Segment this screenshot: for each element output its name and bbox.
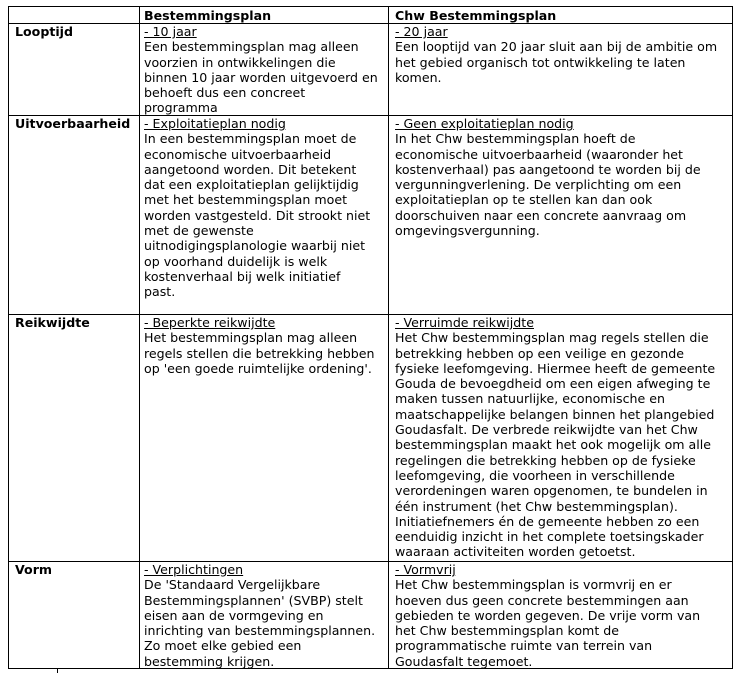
bestemmingsplan-cell (140, 315, 389, 562)
header-cell-empty (9, 7, 140, 24)
bestemmingsplan-cell (140, 24, 389, 116)
cell-subtitle: - Geen exploitatieplan nodig (395, 116, 574, 131)
chw-cell (389, 315, 733, 562)
cell-text: Een bestemmingsplan mag alleen voorzien in ontwikkelingen die binnen 10 jaar worden uitgevoerd en behoeft dus een concreet programma (144, 39, 378, 116)
cell-text: Een looptijd van 20 jaar sluit aan bij de ambitie om het gebied organisch tot ontwikkeling te laten komen. (395, 39, 718, 85)
cell-subtitle: - 10 jaar (144, 24, 197, 39)
row-label: Vorm (9, 562, 140, 669)
header-chw-bestemmingsplan: Chw Bestemmingsplan (389, 7, 733, 24)
bestemmingsplan-cell (140, 562, 389, 669)
cell-text: Het bestemmingsplan mag alleen regels stellen die betrekking hebben op 'een goede ruimtelijke ordening'. (144, 330, 375, 376)
border-fragment (57, 669, 58, 673)
cell-subtitle: - Verplichtingen (144, 562, 244, 577)
row-label: Uitvoerbaarheid (9, 116, 140, 315)
chw-cell (389, 24, 733, 116)
cell-text: Het Chw bestemmingsplan mag regels stellen die betrekking hebben op een veilige en gezonde fysieke leefomgeving. Hiermee heeft de gemeente Gouda de bevoegdheid om een eigen afweging te maken tussen natuurlijke, economische en maatschappelijke belangen binnen het plangebied Goudasfalt. De verbrede reikwijdte van het Chw bestemmingsplan maakt het ook mogelijk om alle regelingen die betrekking hebben op de fysieke leefomgeving, die voorheen in verschillende verordeningen waren opgenomen, te bundelen in één instrument (het Chw bestemmingsplan). Initiatiefnemers én de gemeente hebben zo een eenduidig inzicht in het complete toetsingskader waaraan activiteiten worden getoetst. (395, 330, 716, 560)
comparison-table (8, 6, 733, 669)
cell-text: In het Chw bestemmingsplan hoeft de economische uitvoerbaarheid (waaronder het kostenverhaal) pas aangetoond te worden bij de vergunningverlening. De verplichting om een exploitatieplan op te stellen kan dan ook doorschuiven naar een concrete aanvraag om omgevingsvergunning. (395, 131, 701, 239)
cell-subtitle: - Exploitatieplan nodig (144, 116, 286, 131)
cell-text: In een bestemmingsplan moet de economische uitvoerbaarheid aangetoond worden. Dit betekent dat een exploitatieplan gelijktijdig met het bestemmingsplan moet worden vastgesteld. Dit strookt niet met de gewenste uitnodigingsplanologie waarbij niet op voorhand duidelijk is welk kostenverhaal bij welk initiatief past. (144, 131, 371, 300)
cell-subtitle: - Beperkte reikwijdte (144, 315, 276, 330)
chw-cell (389, 116, 733, 315)
cell-text: Het Chw bestemmingsplan is vormvrij en er hoeven dus geen concrete bestemmingen aan gebieden te worden gegeven. De vrije vorm van het Chw bestemmingsplan komt de programmatische ruimte van terrein van Goudasfalt tegemoet. (395, 577, 701, 669)
cell-text: De 'Standaard Vergelijkbare Bestemmingsplannen' (SVBP) stelt eisen aan de vormgeving en inrichting van bestemmingsplannen. Zo moet elke gebied een bestemming krijgen. (144, 577, 376, 669)
row-label: Reikwijdte (9, 315, 140, 562)
cell-subtitle: - 20 jaar (395, 24, 448, 39)
cell-subtitle: - Verruimde reikwijdte (395, 315, 534, 330)
bestemmingsplan-cell (140, 116, 389, 315)
row-label: Looptijd (9, 24, 140, 116)
header-bestemmingsplan: Bestemmingsplan (140, 7, 389, 24)
chw-cell (389, 562, 733, 669)
cell-subtitle: - Vormvrij (395, 562, 456, 577)
